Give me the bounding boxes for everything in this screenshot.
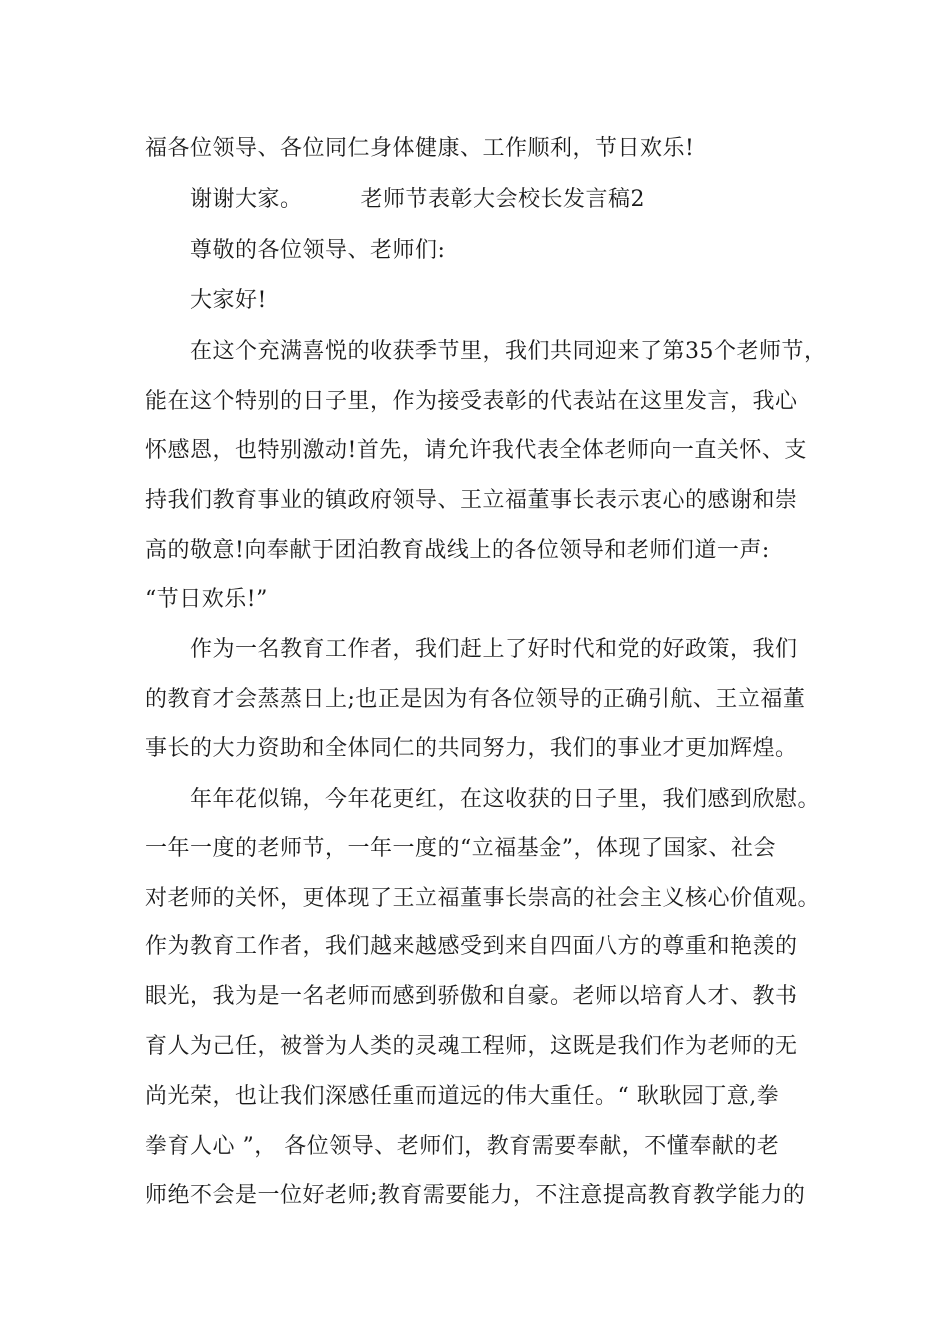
closing-thanks: 谢谢大家。 xyxy=(190,187,303,212)
text-line: 眼光，我为是一名老师而感到骄傲和自豪。老师以培育人才、教书 xyxy=(145,984,798,1009)
text-line: 持我们教育事业的镇政府领导、王立福董事长表示衷心的感谢和崇 xyxy=(145,488,798,513)
text-line: 师绝不会是一位好老师;教育需要能力，不注意提高教育教学能力的 xyxy=(145,1183,806,1208)
text-line: 一年一度的老师节，一年一度的“立福基金”，体现了国家、社会 xyxy=(145,836,776,861)
text-line: “节日欢乐!” xyxy=(145,587,268,612)
text-line: 在这个充满喜悦的收获季节里，我们共同迎来了第35个老师节， xyxy=(190,339,827,364)
text-line: 拳育人心 ”， 各位领导、老师们，教育需要奉献，不懂奉献的老 xyxy=(145,1134,780,1159)
salutation: 尊敬的各位领导、老师们: xyxy=(190,238,446,263)
text-line: 作为教育工作者，我们越来越感受到来自四面八方的尊重和艳羡的 xyxy=(145,934,798,959)
text-line xyxy=(190,185,880,215)
text-line: 对老师的关怀，更体现了王立福董事长崇高的社会主义核心价值观。 xyxy=(145,886,821,911)
section-title: 老师节表彰大会校长发言稿2 xyxy=(360,187,646,212)
text-line: 年年花似锦，今年花更红，在这收获的日子里，我们感到欣慰。 xyxy=(190,787,821,812)
text-line: 高的敬意!向奉献于团泊教育战线上的各位领导和老师们道一声: xyxy=(145,538,770,563)
greeting: 大家好! xyxy=(190,288,267,313)
text-line: 尚光荣，也让我们深感任重而道远的伟大重任。“ 耿耿园丁意,拳 xyxy=(145,1084,780,1109)
text-line: 育人为己任，被誉为人类的灵魂工程师，这既是我们作为老师的无 xyxy=(145,1034,798,1059)
text-line: 作为一名教育工作者，我们赶上了好时代和党的好政策，我们 xyxy=(190,637,798,662)
text-line: 事长的大力资助和全体同仁的共同努力，我们的事业才更加辉煌。 xyxy=(145,736,798,761)
text-line: 怀感恩，也特别激动!首先，请允许我代表全体老师向一直关怀、支 xyxy=(145,438,807,463)
text-line: 的教育才会蒸蒸日上;也正是因为有各位领导的正确引航、王立福董 xyxy=(145,687,806,712)
text-line: 能在这个特别的日子里，作为接受表彰的代表站在这里发言，我心 xyxy=(145,389,798,414)
text-line: 福各位领导、各位同仁身体健康、工作顺利，节日欢乐! xyxy=(145,136,695,161)
